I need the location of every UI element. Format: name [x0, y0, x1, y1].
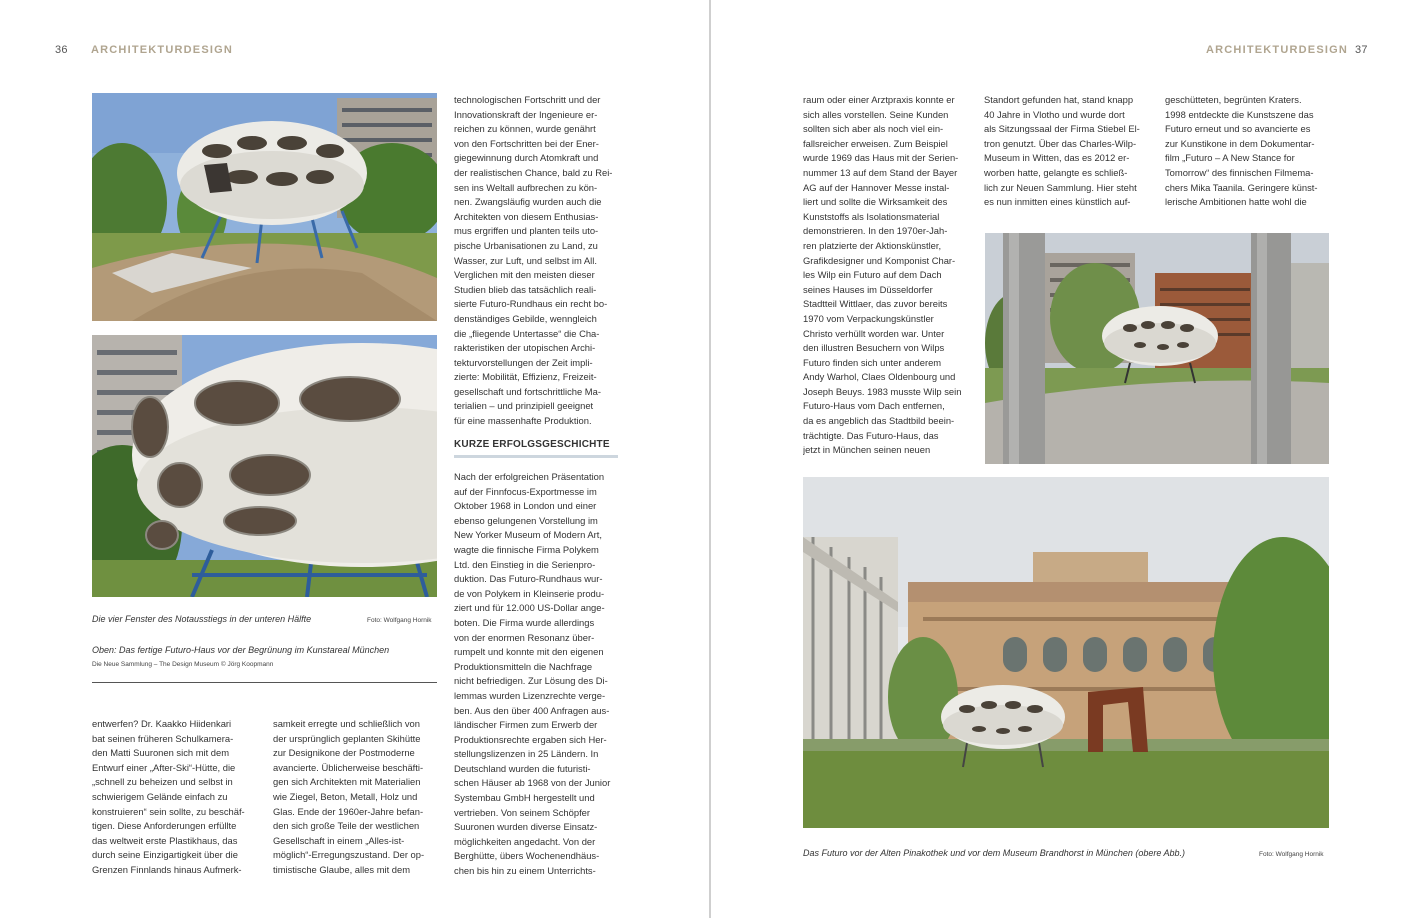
body-column-bottom-left: entwerfen? Dr. Kaakko Hiidenkari bat seinen früheren Schulkamera- den Matti Suuronen sich mit dem Entwurf einer „After-Ski“-Hütte, die „schnell zu beheizen und selbst in schwierigem Gelände einfach zu konstruieren“ sein sollte, zu beschäf- tigen. Diese Anforderungen erfüllte das weltweit erste Plastikhaus, das durch seine Einzigartigkeit über die Grenzen Finnlands hinaus Aufmerk- — [92, 718, 245, 875]
page-number-right: 37 — [1355, 44, 1368, 56]
body-column-bottom-middle: samkeit erregte und schließlich von der ursprünglich geplanten Skihütte zur Designikone der Postmoderne avancierte. Üblicherweise beschäfti- gen sich Architekten mit Materialien wie Ziegel, Beton, Metall, Holz und Glas. Ende der 1960er-Jahre befan- den sich große Teile der westlichen Gesellschaft in einem „Alles-ist- möglich“-Erregungszustand. Der op- timistische Glaube, alles mit dem — [273, 718, 425, 875]
credit-finished-house: Die Neue Sammlung – The Design Museum © Jörg Koopmann — [92, 661, 274, 668]
left-page — [0, 0, 709, 918]
photo-futuro-alte-pinakothek — [803, 477, 1329, 828]
body-column-right-bottom: Nach der erfolgreichen Präsentation auf der Finnfocus-Exportmesse im Oktober 1968 in London und einer ebenso gelungenen Vorstellung im New Yorker Museum of Modern Art, wagte die finnische Firma Polykem Ltd. den Einstieg in die Serienpro- duktion. Das Futuro-Rundhaus wur- de von Polykem in Kleinserie produ- ziert und für 12.000 US-Dollar ange- boten. Die Firma wurde allerdings von der enormen Resonanz über- rumpelt und konnte mit den eigenen Produktionsmitteln die Nachfrage nicht befriedigen. Zur Lösung des Di- lemmas wurden Lizenzrechte verge- ben. Aus den über 400 Anfragen aus- ländischer Firmen zum Erwerb der Produktionsrechte ergaben sich Her- stellungslizenzen in 25 Ländern. In Deutschland wurden die futuristi- schen Häuser ab 1968 von der Junior Systembau GmbH hergestellt und vertrieben. Von seinem Schöpfer Suuronen wurden diverse Einsatz- möglichkeiten angedacht. Von der Berghütte, übers Wochenendhäus- chen bis hin zu einem Unterrichts- — [454, 471, 611, 877]
photo-futuro-between-columns — [985, 233, 1329, 464]
credit-closeup: Foto: Wolfgang Hornik — [367, 617, 432, 624]
body-column-1: raum oder einer Arztpraxis konnte er sich alles vorstellen. Seine Kunden sollten sich aber als noch viel ein- fallsreicher erweisen. Zum Beispiel wurde 1969 das Haus mit der Serien- nummer 13 auf dem Stand der Bayer AG auf der Hannover Messe instal- liert und sollte die Wirksamkeit des Kunststoffs als Isolationsmaterial demonstrieren. In den 1970er-Jah- ren platzierte der Aktionskünstler, Grafikdesigner und Komponist Char- les Wilp ein Futuro auf dem Dach seines Hauses im Düsseldorfer Stadtteil Wittlaer, das zuvor bereits 1970 vom Verpackungskünstler Christo verhüllt worden war. Unter den illustren Besuchern von Wilps Futuro finden sich unter anderem Andy Warhol, Claes Oldenbourg und Joseph Beuys. 1983 musste Wilp sein Futuro-Haus vom Dach entfernen, da es angeblich das Stadtbild beein- trächtigte. Das Futuro-Haus, das jetzt in München seinen neuen — [803, 94, 962, 456]
subheading-erfolgsgeschichte: KURZE ERFOLGSGESCHICHTE — [454, 439, 610, 450]
body-column-2: Standort gefunden hat, stand knapp 40 Jahre in Vlotho und wurde dort als Sitzungssaal der Firma Stiebel El- tron genutzt. Über das Charles-Wilp- Museum in Witten, das es 2012 er- worben hatte, gelangte es schließ- lich zur Neuen Sammlung. Hier steht es nun inmitten eines künstlich auf- — [984, 94, 1140, 208]
body-column-3: geschütteten, begrünten Kraters. 1998 entdeckte die Kunstszene das Futuro erneut und so avancierte es zur Kunstikone in dem Dokumentar- film „Futuro – A New Stance for Tomorrow“ des finnischen Filmema- chers Mika Taanila. Geringere künst- lerische Ambitionen hatte wohl die — [1165, 94, 1318, 208]
credit-pinakothek: Foto: Wolfgang Hornik — [1259, 851, 1324, 858]
caption-finished-house: Oben: Das fertige Futuro-Haus vor der Begrünung im Kunstareal München — [92, 645, 390, 655]
running-head-left: ARCHITEKTURDESIGN — [91, 44, 234, 56]
caption-closeup: Die vier Fenster des Notausstiegs in der unteren Hälfte — [92, 614, 312, 624]
body-column-right-top: technologischen Fortschritt und der Innovationskraft der Ingenieure er- reichen zu können, wurde genährt von den Fortschritten bei der Ener- giegewinnung durch Atomkraft und der realistischen Chance, bald zu Rei- sen ins Weltall aufbrechen zu kön- nen. Zwangsläufig wurden auch die Architekten von diesem Enthusias- mus ergriffen und planten teils uto- pische Urbanisationen zu Land, zu Wasser, zur Luft, und selbst im All. Verglichen mit den meisten dieser Studien blieb das tatsächlich reali- sierte Futuro-Rundhaus ein recht bo- denständiges Gebilde, wenngleich die „fliegende Untertasse“ die Cha- rakteristiken der utopischen Archi- tekturvorstellungen der Zeit impli- zierte: Mobilität, Effizienz, Freizeit- gesellschaft und fortschrittliche Ma- terialien – und prinzipiell geeignet für eine massenhafte Produktion. — [454, 94, 613, 427]
photo-futuro-on-mound — [92, 93, 437, 321]
photo-futuro-closeup — [92, 335, 437, 597]
caption-pinakothek: Das Futuro vor der Alten Pinakothek und vor dem Museum Brandhorst in München (obere Abb.) — [803, 848, 1186, 858]
page-number-left: 36 — [55, 44, 68, 56]
running-head-right: ARCHITEKTURDESIGN — [1206, 44, 1349, 56]
caption-rule — [92, 682, 437, 683]
subheading-rule — [454, 455, 618, 458]
right-page — [711, 0, 1419, 918]
